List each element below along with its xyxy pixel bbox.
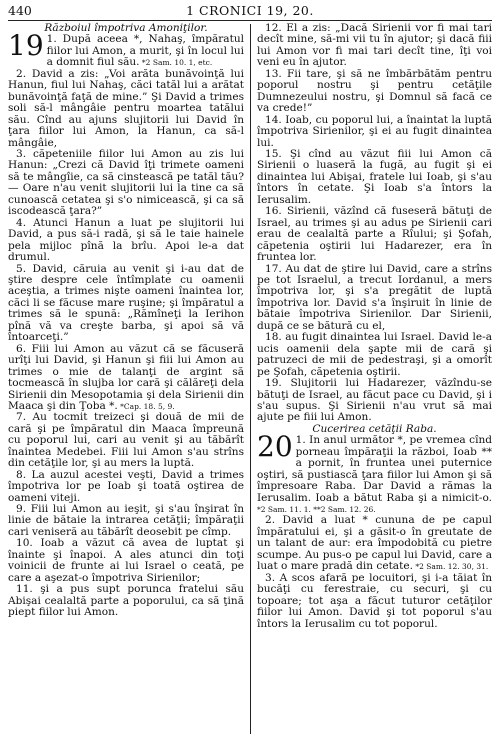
left-column bbox=[8, 23, 244, 619]
verse: 2. David a luat * cununa de pe capul împăratului ei, şi a găsit-o în greutate de un talant de aur: era împodobită cu pietre scumpe. Au pus-o pe capul lui David, care a luat o mare pradă din cetate. *2 Sam. 12. 30, 31. bbox=[257, 514, 492, 573]
verse: 12. El a zis: „Dacă Sirienii vor fi mai tari decît mine, să-mi vii tu în ajutor; şi dacă fiii lui Amon vor fi mai tari decît tine, îţi voi veni eu în ajutor. bbox=[257, 22, 492, 69]
chapter-number: 20 bbox=[257, 435, 293, 464]
verse: 17. Au dat de ştire lui David, care a strîns pe tot Israelul, a trecut Iordanul, a mers împotriva lor, şi s'a pregătit de luptă împotriva lor. David s'a înşiruit în linie de bătaie împotriva Sirienilor. Dar Sirienii, după ce se bătură cu el, bbox=[257, 262, 492, 332]
verse: 15. Şi cînd au văzut fiii lui Amon că Sirienii o luaseră la fugă, au fugit şi ei dinaintea lui Abişai, fratele lui Ioab, şi s'au întors în cetate. Şi Ioab s'a întors la Ierusalim. bbox=[257, 147, 492, 206]
header-rule bbox=[8, 20, 492, 21]
verse: 18. au fugit dinaintea lui Israel. David le-a ucis oamenii dela şapte mii de cară şi patruzeci de mii de pedestraşi, şi a omorît pe Şofah, căpetenia oştirii. bbox=[257, 331, 492, 378]
verse: 19. Slujitorii lui Hadarezer, văzîndu-se bătuţi de Israel, au făcut pace cu David, şi i s'au supus. Şi Sirienii n'au vrut să mai ajute pe fiii lui Amon. bbox=[257, 377, 492, 424]
verse: 3. căpeteniile fiilor lui Amon au zis lui Hanun: „Crezi că David îţi trimete oameni să te mângîie, ca să cinstească pe tatăl tău? — Oare n'au venit slujitorii lui la tine ca să cunoască cetatea şi s'o nimicească, şi ca să iscodească ţara?” bbox=[8, 147, 244, 218]
cross-reference: *Cap. 18. 5, 9. bbox=[117, 401, 175, 411]
section-heading: Războiul împotriva Amoniţilor. bbox=[44, 22, 208, 34]
chapter-number: 19 bbox=[8, 34, 44, 63]
cross-reference: *2 Sam. 11. 1. **2 Sam. 12. 26. bbox=[257, 505, 376, 515]
verse: 16. Sirienii, văzînd că fuseseră bătuţi de Israel, au trimes şi au adus pe Sirienii cari erau de cealaltă parte a Rîului; şi Şofah, căpetenia oştirii lui Hadarezer, era în fruntea lor. bbox=[257, 205, 492, 264]
verse: 1. În anul următor *, pe vremea cînd porneau împăraţii la război, Ioab ** a pornit, în fruntea unei puternice oştiri, să pustiască ţara fiilor lui Amon şi să împresoare Raba. Dar David a rămas la Ierusalim. Ioab a bătut Raba şi a nimicit-o. *2 Sam. 11. 1. **2 Sam. 12. 26. bbox=[257, 435, 492, 515]
verse: 6. Fiii lui Amon au văzut că se făcuseră urîţi lui David, şi Hanun şi fiii lui Amon au trimes o mie de talanţi de argint să tocmească în slujba lor cară şi călăreţi dela Sirienii din Mesopotamia şi dela Sirienii din Maaca şi din Ţoba *. *Cap. 18. 5, 9. bbox=[8, 342, 244, 412]
verse: 11. şi a pus supt porunca fratelui său Abişai cealaltă parte a poporului, ca să ţină piept fiilor lui Amon. bbox=[8, 583, 244, 619]
cross-reference: *2 Sam. 12. 30, 31. bbox=[412, 562, 489, 572]
verse: 2. David a zis: „Voi arăta bunăvoinţă lui Hanun, fiul lui Nahaş, căci tatăl lui a arătat bunăvoinţă faţă de mine.” Şi David a trimes soli să-l mângâie pentru moartea tatălui său. Cînd au ajuns slujitorii lui David în ţara fiilor lui Amon, la Hanun, ca să-l mângâie, bbox=[8, 67, 244, 149]
verse: 8. La auzul acestei veşti, David a trimes împotriva lor pe Ioab şi toată oştirea de oameni viteji. bbox=[8, 468, 244, 504]
chapter-20-block bbox=[257, 435, 492, 515]
running-title: 1 CRONICI 19, 20. bbox=[186, 3, 314, 18]
column-divider bbox=[250, 24, 251, 734]
verse: 7. Au tocmit treizeci şi două de mii de cară şi pe împăratul din Maaca împreună cu poporul lui, cari au venit şi au tăbărît înaintea Medebei. Fiii lui Amon s'au strîns din cetăţile lor, şi au mers la luptă. bbox=[8, 411, 244, 470]
page-number: 440 bbox=[8, 3, 32, 18]
verse: 9. Fiii lui Amon au ieşit, şi s'au înşirat în linie de bătaie la intrarea cetăţii; împăraţii cari veniseră au tăbărît deosebit pe cîmp. bbox=[8, 503, 244, 538]
page-header bbox=[0, 3, 500, 19]
right-column bbox=[257, 23, 492, 630]
section-heading: Cucerirea cetăţii Raba. bbox=[312, 422, 437, 435]
verse: 1. După aceea *, Nahaş, împăratul fiilor lui Amon, a murit, şi în locul lui a domnit fiul său. *2 Sam. 10. 1, etc. bbox=[46, 34, 244, 69]
chapter-19-block bbox=[8, 34, 244, 68]
verse: 3. A scos afară pe locuitori, şi i-a tăiat în bucăţi cu ferestraie, cu securi, şi cu topoare; tot aşa a făcut tuturor cetăţilor fiilor lui Amon. David şi tot poporul s'au întors la Ierusalim cu tot poporul. bbox=[257, 571, 492, 630]
verse: 10. Ioab a văzut că avea de luptat şi înainte şi înapoi. A ales atunci din toţi voinicii de frunte ai lui Israel o ceată, pe care a aşezat-o împotriva Sirienilor; bbox=[8, 537, 244, 584]
verse: 13. Fii tare, şi să ne îmbărbătăm pentru poporul nostru şi pentru cetăţile Dumnezeului nostru, şi Domnul să facă ce va crede!” bbox=[257, 67, 492, 115]
cross-reference: *2 Sam. 10. 1, etc. bbox=[139, 58, 213, 68]
verse: 5. David, căruia au venit şi i-au dat de ştire despre cele întîmplate cu oamenii aceştia, a trimes nişte oameni înaintea lor, căci li se făcuse mare ruşine; şi împăratul a trimes să le spună: „Rămîneţi la Ierihon pînă vă va creşte barba, şi apoi să vă întoarceţi.” bbox=[8, 262, 244, 344]
verse: 14. Ioab, cu poporul lui, a înaintat la luptă împotriva Sirienilor, şi ei au fugit dinaintea lui. bbox=[257, 113, 492, 149]
verse: 4. Atunci Hanun a luat pe slujitorii lui David, a pus să-i radă, şi să le taie hainele pela mijloc pînă la brîu. Apoi le-a dat drumul. bbox=[8, 216, 244, 264]
